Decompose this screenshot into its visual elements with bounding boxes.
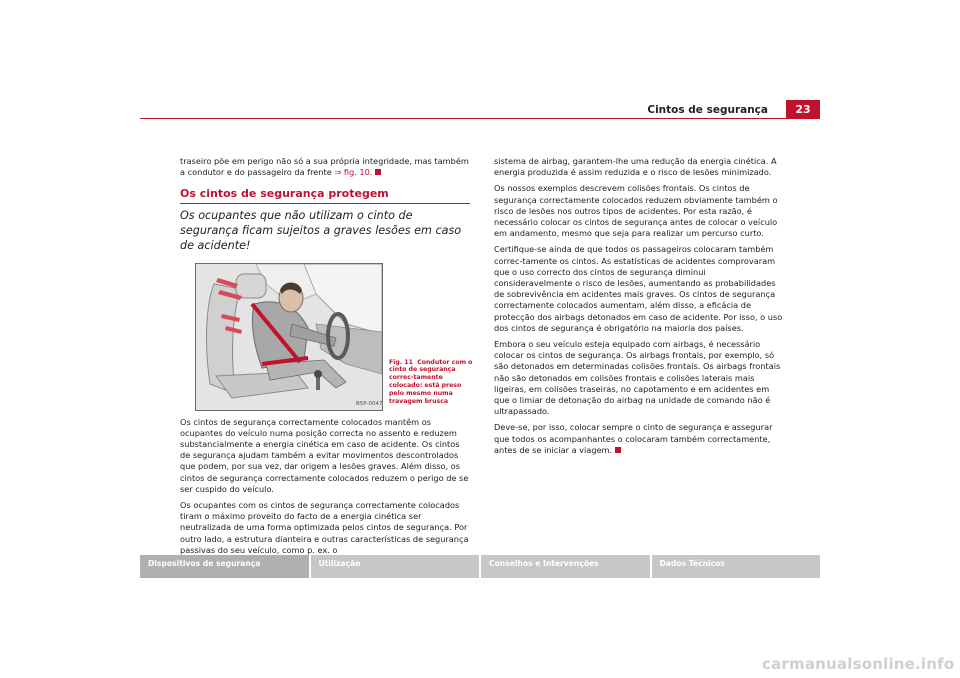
right-paragraph-2: Os nossos exemplos descrevem colisões frontais. Os cintos de segurança correctamente colocados reduzem obviamente também o risco de lesões nos outros tipos de acidentes. Por esta razão, é necessário colocar os cintos de segurança antes de colocar o veículo em andamento, mesmo que seja para realizar um percurso curto. <box>494 183 778 239</box>
header-divider <box>140 118 820 119</box>
right-paragraph-3: Certifique-se ainda de que todos os passageiros colocaram também correc-tamente os cintos. As estatísticas de acidentes comprovaram que o uso correcto dos cintos de segurança diminui consideravelmente o risco de lesões, aumentando as probabilidades de sobrevivência em acidentes mais graves. Os cintos de segurança correctamente colocados aumentam, além disso, a eficácia de protecção dos airbags detonados em caso de acidente. Por isso, o uso dos cintos de segurança é obrigatório na maioria dos países. <box>494 244 783 333</box>
footer-tab-conselhos[interactable]: Conselhos e Intervenções <box>481 555 650 578</box>
footer-tab-dados[interactable]: Dados Técnicos <box>652 555 821 578</box>
end-marker-icon <box>615 447 621 453</box>
footer-tab-dispositivos[interactable]: Dispositivos de segurança <box>140 555 309 578</box>
footer-tab-utilizacao[interactable]: Utilização <box>311 555 480 578</box>
end-marker-icon <box>375 169 381 175</box>
figure-block <box>180 263 473 411</box>
right-paragraph-5: Deve-se, por isso, colocar sempre o cinto de segurança e assegurar que todos os acompanhantes o colocaram também correctamente, antes de se iniciar a viagem. <box>494 422 773 455</box>
left-paragraph-1: Os cintos de segurança correctamente colocados mantêm os ocupantes do veículo numa posição correcta no assento e reduzem substancialmente a energia cinética em caso de acidente. Os cintos de segurança ajudam também a evitar movimentos descontrolados que podem, por sua vez, dar origem a lesões graves. Além disso, os cintos de segurança correctamente colocados reduzem o perigo de se ser cuspido do veículo. <box>180 416 469 494</box>
left-paragraph-2: Os ocupantes com os cintos de segurança correctamente colocados tiram o máximo proveito do facto de a energia cinética ser neutralizada de uma forma optimizada pelos cintos de segurança. Por outro lado, a estrutura dianteira e outras características de segurança passivas do seu veículo, como p. ex. o <box>180 500 469 555</box>
intro-end: . <box>369 167 373 178</box>
section-lead: Os ocupantes que não utilizam o cinto de segurança ficam sujeitos a graves lesões em caso de acidente! <box>180 208 462 252</box>
intro-text: traseiro põe em perigo não só a sua própria integridade, mas também a condutor e do passageiro da frente <box>180 156 469 178</box>
figure-link[interactable]: ⇒ fig. 10 <box>334 167 370 178</box>
intro-paragraph <box>180 156 470 178</box>
page-number: 23 <box>786 100 820 119</box>
footer-nav <box>140 555 820 578</box>
section-heading: Os cintos de segurança protegem <box>180 188 470 203</box>
figure-caption-text: Condutor com o cinto de segurança correc-tamente colocado: está preso pelo mesmo numa travagem brusca <box>389 358 473 405</box>
right-column <box>494 156 784 461</box>
left-column <box>180 156 473 561</box>
image-code: B5P-0047 <box>356 400 382 407</box>
right-paragraph-4: Embora o seu veículo esteja equipado com airbags, é necessário colocar os cintos de segurança. Os airbags frontais, por exemplo, só são detonados em determinadas colisões frontais. Os airbags frontais não são detonados em colisões frontais e colisões laterais mais ligeiras, em colisões traseiras, no capotamento e em acidentes em que o limiar de detonação do airbag na unidade de comando não é ultrapassado. <box>494 339 781 417</box>
right-paragraph-1: sistema de airbag, garantem-lhe uma redução da energia cinética. A energia produzida é assim reduzida e o risco de lesões minimizado. <box>494 156 777 178</box>
right-paragraph-5-wrapper <box>494 422 784 456</box>
figure-number: Fig. 11 <box>389 358 413 366</box>
watermark: carmanualsonline.info <box>762 655 955 673</box>
page-header-title: Cintos de segurança <box>647 104 768 116</box>
driver-seatbelt-illustration <box>195 263 383 411</box>
figure-caption <box>389 359 473 406</box>
